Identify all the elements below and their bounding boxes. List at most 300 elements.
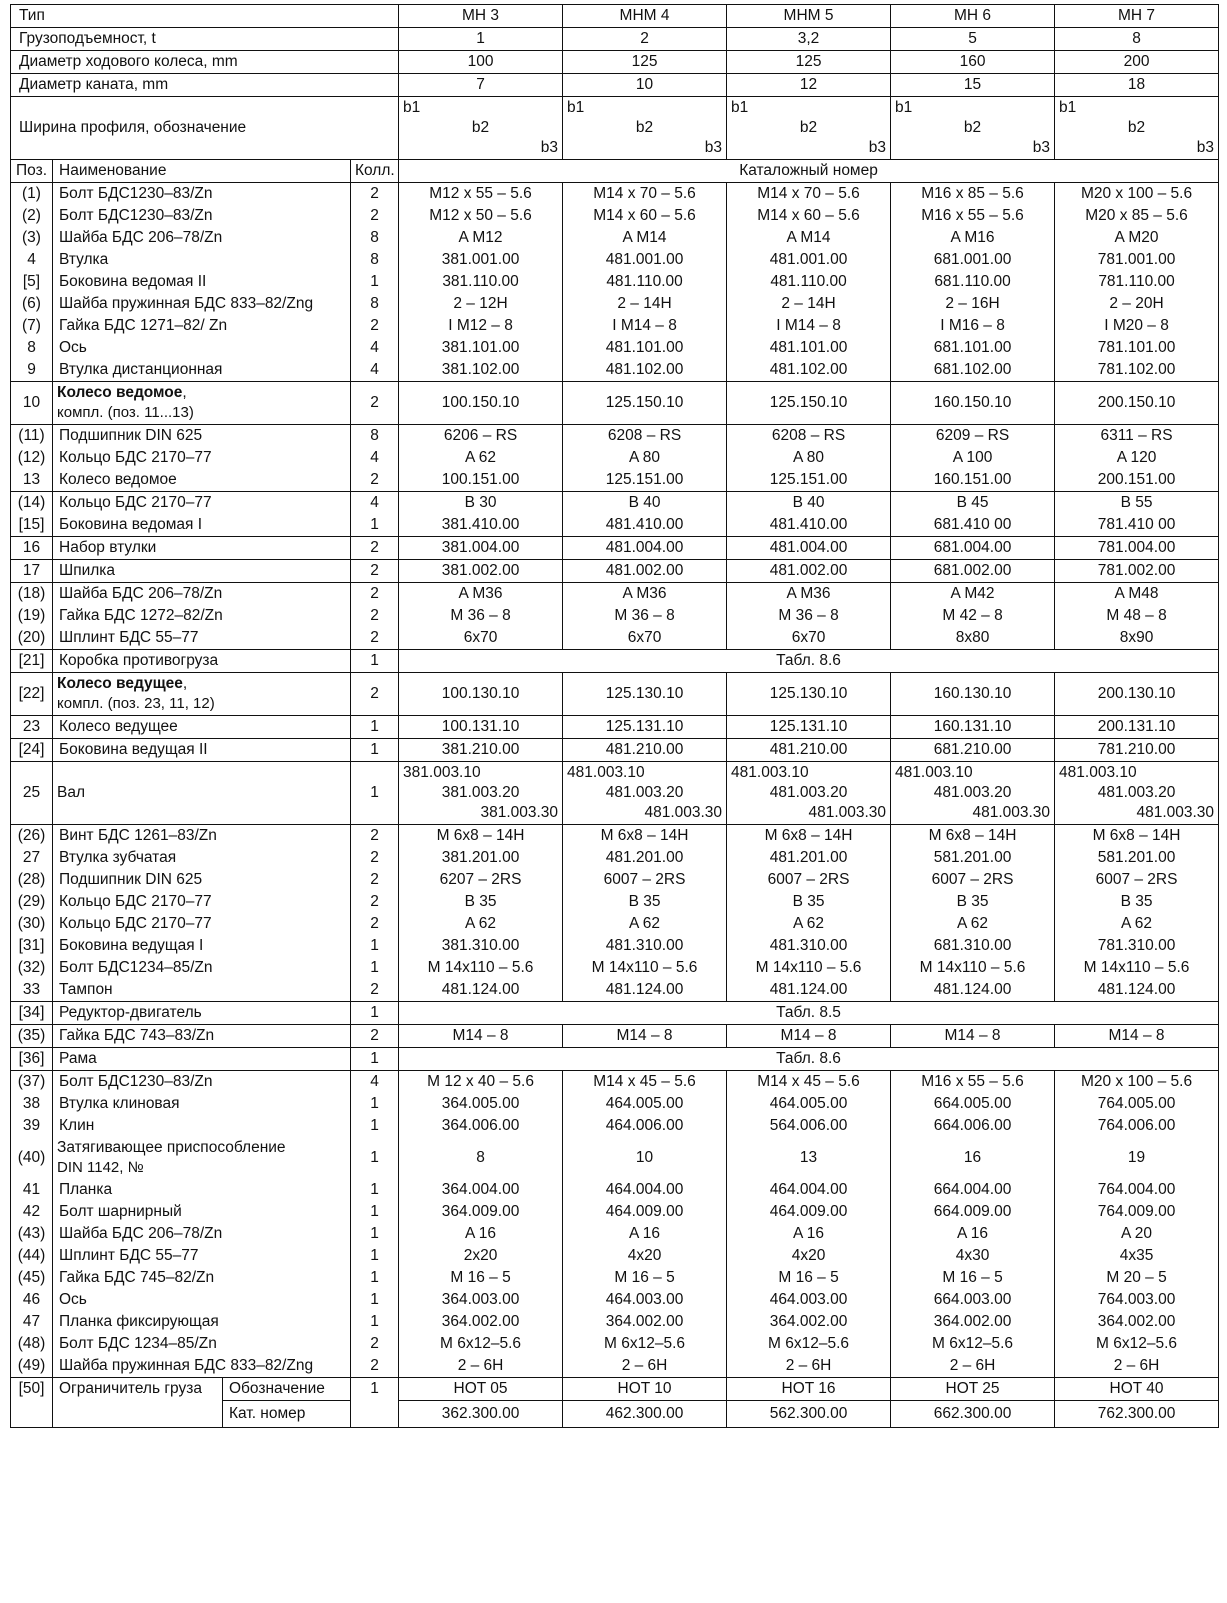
name-cell [53,359,351,382]
name-cell [53,1201,351,1223]
pos-cell: 27 [11,847,53,869]
name-main: Колесо ведущее [59,718,178,735]
table-row [11,359,1219,382]
catalog-cell: 764.005.00 [1055,1093,1219,1115]
qty-cell: 1 [351,1311,399,1333]
catalog-cell: 125.151.00 [727,469,891,492]
profile-width-row [11,97,1219,160]
catalog-cell: 381.210.00 [399,739,563,762]
qty-cell: 1 [351,514,399,537]
catalog-cell: M14 – 8 [399,1025,563,1048]
name-cell [53,293,351,315]
table-row [11,627,1219,650]
catalog-variant: 481.003.20 [1097,784,1176,801]
type-cell: МН 3 [399,5,563,28]
catalog-cell: 681.004.00 [891,537,1055,560]
catalog-cell: A M14 [563,227,727,249]
catalog-cell: 125.130.10 [563,673,727,716]
catalog-cell: 481.001.00 [563,249,727,271]
pos-cell: 9 [11,359,53,382]
catalog-cell: 781.002.00 [1055,560,1219,583]
qty-cell: 1 [351,1115,399,1137]
table-row [11,979,1219,1002]
name-main: Кольцо БДС 2170–77 [59,494,212,511]
catalog-variant: 481.003.10 [1059,764,1137,781]
name-main: Шайба БДС 206–78/Zn [59,229,223,246]
name-main: Гайка БДС 1272–82/Zn [59,607,223,624]
profile-b1: b1 [731,99,749,116]
catalog-cell: I M14 – 8 [563,315,727,337]
name-cell [53,514,351,537]
catalog-cell: 125.131.10 [727,716,891,739]
qty-column-header: Колл. [351,160,399,183]
pos-cell: (28) [11,869,53,891]
pos-cell: 33 [11,979,53,1002]
catalog-cell: M 6x8 – 14H [891,825,1055,848]
qty-cell: 1 [351,716,399,739]
catalog-variant: 481.003.10 [567,764,645,781]
table-row [11,825,1219,848]
pos-cell: (44) [11,1245,53,1267]
catalog-cell: 481.201.00 [563,847,727,869]
catalog-cell: M 14x110 – 5.6 [727,957,891,979]
catalog-cell: A 16 [727,1223,891,1245]
table-row [11,293,1219,315]
name-cell [53,673,351,716]
catalog-cell: 4x20 [563,1245,727,1267]
table-row [11,583,1219,606]
catalog-cell: A 20 [1055,1223,1219,1245]
name-cell [53,1355,351,1378]
catalog-cell [563,762,727,825]
rope-diameter-cell: 7 [399,74,563,97]
table-row [11,205,1219,227]
name-main: Болт БДС1234–85/Zn [59,959,213,976]
name-main: Коробка противогруза [59,652,219,669]
catalog-cell: HOT 05 [399,1378,563,1401]
capacity-cell: 2 [563,28,727,51]
catalog-cell: I M20 – 8 [1055,315,1219,337]
catalog-variant: 381.003.20 [441,784,520,801]
name-cell [53,913,351,935]
type-row [11,5,1219,28]
catalog-cell: A M20 [1055,227,1219,249]
table-row [11,913,1219,935]
catalog-cell: B 55 [1055,492,1219,515]
catalog-cell: 2 – 20H [1055,293,1219,315]
catalog-cell: 464.009.00 [563,1201,727,1223]
name-main: Подшипник DIN 625 [59,427,203,444]
profile-width-cell [891,97,1055,160]
catalog-cell: 764.004.00 [1055,1179,1219,1201]
name-main: Шайба БДС 206–78/Zn [59,1225,223,1242]
catalog-cell: I M14 – 8 [727,315,891,337]
catalog-cell: 481.101.00 [727,337,891,359]
name-cell [53,1179,351,1201]
qty-cell: 2 [351,825,399,848]
catalog-cell: 664.004.00 [891,1179,1055,1201]
sub-label-catalog-number: Кат. номер [223,1401,351,1428]
name-cell: Ограничитель груза [53,1378,223,1428]
profile-b2: b2 [1127,119,1146,136]
catalog-cell: 6007 – 2RS [1055,869,1219,891]
catalog-cell: A 120 [1055,447,1219,469]
name-main: Гайка БДС 1271–82/ Zn [59,317,228,334]
name-main: Клин [59,1117,95,1134]
column-header-row [11,160,1219,183]
catalog-cell: M12 x 50 – 5.6 [399,205,563,227]
catalog-cell: 481.310.00 [563,935,727,957]
qty-cell: 2 [351,583,399,606]
name-cell [53,716,351,739]
table-row [11,1115,1219,1137]
catalog-cell: M12 x 55 – 5.6 [399,183,563,206]
capacity-row [11,28,1219,51]
qty-cell: 2 [351,673,399,716]
name-main: Болт шарнирный [59,1203,182,1220]
name-main: Гайка БДС 743–83/Zn [59,1027,215,1044]
catalog-cell: 664.006.00 [891,1115,1055,1137]
name-cell [53,1267,351,1289]
table-row [11,605,1219,627]
catalog-cell: 364.005.00 [399,1093,563,1115]
table-row [11,537,1219,560]
name-cell [53,1245,351,1267]
catalog-cell: 381.102.00 [399,359,563,382]
profile-width-label: Ширина профиля, обозначение [11,97,399,160]
qty-cell: 4 [351,492,399,515]
name-cell [53,650,351,673]
catalog-cell: 16 [891,1137,1055,1179]
catalog-cell: 2x20 [399,1245,563,1267]
name-cell [53,1223,351,1245]
name-cell [53,891,351,913]
catalog-cell: 464.006.00 [563,1115,727,1137]
profile-b3: b3 [868,139,887,156]
catalog-cell: 464.004.00 [727,1179,891,1201]
catalog-cell: 764.003.00 [1055,1289,1219,1311]
table-row [11,869,1219,891]
catalog-cell: 364.003.00 [399,1289,563,1311]
catalog-cell: M 14x110 – 5.6 [891,957,1055,979]
qty-cell: 1 [351,935,399,957]
parts-table [10,4,1219,1428]
name-line [57,1138,346,1158]
qty-cell: 8 [351,293,399,315]
table-row [11,183,1219,206]
name-main: Планка [59,1181,113,1198]
pos-cell: 47 [11,1311,53,1333]
name-main: Втулка [59,251,109,268]
pos-cell: (48) [11,1333,53,1355]
catalog-cell: M 48 – 8 [1055,605,1219,627]
catalog-column-header: Каталожный номер [399,160,1219,183]
name-sub: компл. (поз. 23, 11, 12) [57,695,215,712]
catalog-cell: 6007 – 2RS [727,869,891,891]
name-cell [53,447,351,469]
wheel-diameter-row [11,51,1219,74]
name-sub: компл. (поз. 11...13) [57,404,194,421]
table-row [11,425,1219,448]
capacity-label: Грузоподъемност, t [11,28,399,51]
name-main: Планка фиксирующая [59,1313,219,1330]
catalog-cell: 381.004.00 [399,537,563,560]
name-cell [53,271,351,293]
catalog-cell: 381.002.00 [399,560,563,583]
name-cell [53,315,351,337]
catalog-cell: 464.005.00 [727,1093,891,1115]
pos-cell: [36] [11,1048,53,1071]
catalog-cell: 8x80 [891,627,1055,650]
catalog-cell: M16 x 85 – 5.6 [891,183,1055,206]
catalog-cell: M14 x 70 – 5.6 [727,183,891,206]
catalog-cell: 481.124.00 [563,979,727,1002]
name-main: Подшипник DIN 625 [59,871,203,888]
pos-cell: (29) [11,891,53,913]
rope-diameter-row [11,74,1219,97]
catalog-cell: M 14x110 – 5.6 [399,957,563,979]
table-row [11,1071,1219,1094]
catalog-cell: M 6x12–5.6 [1055,1333,1219,1355]
catalog-cell: 364.002.00 [399,1311,563,1333]
table-row [11,1002,1219,1025]
table-row [11,1311,1219,1333]
qty-cell: 2 [351,205,399,227]
catalog-cell: 681.110.00 [891,271,1055,293]
profile-b1: b1 [403,99,421,116]
catalog-cell: 781.110.00 [1055,271,1219,293]
pos-cell: [34] [11,1002,53,1025]
catalog-cell: 462.300.00 [563,1401,727,1428]
wheel-diameter-label: Диаметр ходового колеса, mm [11,51,399,74]
name-cell [53,537,351,560]
capacity-cell: 1 [399,28,563,51]
catalog-cell: 125.151.00 [563,469,727,492]
catalog-cell: 481.002.00 [563,560,727,583]
catalog-cell: 19 [1055,1137,1219,1179]
name-cell [53,762,351,825]
name-main: Кольцо БДС 2170–77 [59,449,212,466]
name-main: Затягивающее приспособление [57,1139,286,1156]
table-row [11,1245,1219,1267]
name-main: Болт БДС 1234–85/Zn [59,1335,217,1352]
catalog-cell: M 16 – 5 [891,1267,1055,1289]
type-label: Тип [11,5,399,28]
table-row [11,1355,1219,1378]
name-cell [53,583,351,606]
table-row [11,739,1219,762]
name-cell [53,957,351,979]
wheel-diameter-cell: 125 [563,51,727,74]
pos-cell: (6) [11,293,53,315]
catalog-cell: A 62 [399,913,563,935]
catalog-cell: B 35 [1055,891,1219,913]
catalog-cell: 481.201.00 [727,847,891,869]
catalog-cell: A 80 [727,447,891,469]
name-main: Редуктор-двигатель [59,1004,202,1021]
name-main: Болт БДС1230–83/Zn [59,185,213,202]
qty-cell: 2 [351,1355,399,1378]
table-row [11,227,1219,249]
catalog-cell: M 14x110 – 5.6 [1055,957,1219,979]
table-row [11,847,1219,869]
pos-cell: (30) [11,913,53,935]
pos-cell: (49) [11,1355,53,1378]
catalog-cell: 2 – 14H [563,293,727,315]
catalog-cell: M20 x 100 – 5.6 [1055,183,1219,206]
catalog-cell: A 16 [399,1223,563,1245]
catalog-cell: 781.410 00 [1055,514,1219,537]
catalog-cell: 662.300.00 [891,1401,1055,1428]
catalog-cell: 362.300.00 [399,1401,563,1428]
catalog-cell: A M14 [727,227,891,249]
table-row [11,1048,1219,1071]
profile-b2: b2 [471,119,490,136]
table-row [11,1201,1219,1223]
catalog-cell: 160.131.10 [891,716,1055,739]
pos-cell: [22] [11,673,53,716]
catalog-cell: A M42 [891,583,1055,606]
name-cell [53,425,351,448]
catalog-cell: 2 – 6H [563,1355,727,1378]
name-cell [53,739,351,762]
qty-cell: 8 [351,227,399,249]
catalog-cell: 125.150.10 [563,382,727,425]
catalog-cell: A M36 [727,583,891,606]
name-main: Ось [59,339,87,356]
qty-cell: 1 [351,1245,399,1267]
catalog-cell: 364.004.00 [399,1179,563,1201]
capacity-cell: 5 [891,28,1055,51]
qty-cell: 2 [351,627,399,650]
catalog-cell: 381.110.00 [399,271,563,293]
name-cell [53,183,351,206]
catalog-cell: B 35 [399,891,563,913]
table-row [11,1223,1219,1245]
name-main: Тампон [59,981,113,998]
catalog-cell [727,762,891,825]
catalog-cell: 2 – 16H [891,293,1055,315]
table-row [11,514,1219,537]
catalog-cell: 781.102.00 [1055,359,1219,382]
catalog-cell: HOT 40 [1055,1378,1219,1401]
name-main: Колесо ведущее [57,675,183,692]
catalog-cell: 681.001.00 [891,249,1055,271]
catalog-cell: 781.310.00 [1055,935,1219,957]
wheel-diameter-cell: 100 [399,51,563,74]
catalog-cell: B 40 [727,492,891,515]
catalog-cell: 6208 – RS [563,425,727,448]
catalog-cell: M 14x110 – 5.6 [563,957,727,979]
catalog-cell: M14 – 8 [563,1025,727,1048]
catalog-cell: 481.102.00 [727,359,891,382]
pos-cell: (43) [11,1223,53,1245]
catalog-cell: 6209 – RS [891,425,1055,448]
pos-cell: 16 [11,537,53,560]
name-cell [53,1025,351,1048]
qty-cell: 8 [351,249,399,271]
name-cell [53,382,351,425]
catalog-cell: 364.006.00 [399,1115,563,1137]
qty-cell: 1 [351,1201,399,1223]
wheel-diameter-cell: 125 [727,51,891,74]
profile-b2: b2 [635,119,654,136]
name-suffix: , [182,675,188,692]
name-main: Болт БДС1230–83/Zn [59,1073,213,1090]
catalog-cell: M14 x 45 – 5.6 [727,1071,891,1094]
catalog-cell: 481.102.00 [563,359,727,382]
name-cell [53,1048,351,1071]
catalog-cell: M 16 – 5 [563,1267,727,1289]
pos-cell: 46 [11,1289,53,1311]
name-cell [53,935,351,957]
catalog-cell: 8x90 [1055,627,1219,650]
catalog-cell: A M16 [891,227,1055,249]
table-row [11,1267,1219,1289]
catalog-cell: 481.210.00 [563,739,727,762]
table-row [11,271,1219,293]
name-cell [53,492,351,515]
catalog-cell: 664.009.00 [891,1201,1055,1223]
qty-cell: 4 [351,1071,399,1094]
name-main: Колесо ведомое [57,384,183,401]
table-row [11,935,1219,957]
catalog-cell: 381.101.00 [399,337,563,359]
catalog-cell: 481.210.00 [727,739,891,762]
catalog-cell: 481.110.00 [563,271,727,293]
catalog-cell: 100.150.10 [399,382,563,425]
table-row [11,1179,1219,1201]
catalog-cell: 481.124.00 [1055,979,1219,1002]
catalog-cell: 481.410.00 [727,514,891,537]
name-main: Втулка клиновая [59,1095,180,1112]
catalog-cell: 160.130.10 [891,673,1055,716]
catalog-cell [891,762,1055,825]
qty-cell: 2 [351,1333,399,1355]
profile-b1: b1 [1059,99,1077,116]
name-main: Кольцо БДС 2170–77 [59,893,212,910]
catalog-cell: A 80 [563,447,727,469]
profile-b3: b3 [1032,139,1051,156]
table-row [11,891,1219,913]
catalog-variant: 481.003.30 [644,804,723,821]
name-cell [53,1071,351,1094]
table-row [11,716,1219,739]
catalog-cell: 481.004.00 [563,537,727,560]
qty-cell: 4 [351,359,399,382]
catalog-cell: M 6x12–5.6 [563,1333,727,1355]
profile-width-cell [727,97,891,160]
catalog-cell: 481.002.00 [727,560,891,583]
name-cell [53,1093,351,1115]
catalog-cell: A 16 [891,1223,1055,1245]
qty-cell: 2 [351,605,399,627]
pos-cell: 41 [11,1179,53,1201]
pos-cell: (14) [11,492,53,515]
name-main: Рама [59,1050,97,1067]
catalog-variant: 481.003.20 [769,784,848,801]
catalog-cell: 481.001.00 [727,249,891,271]
name-cell [53,1333,351,1355]
qty-cell: 1 [351,1267,399,1289]
pos-cell: [50] [11,1378,53,1428]
pos-cell: (3) [11,227,53,249]
catalog-cell: 4x35 [1055,1245,1219,1267]
catalog-cell: 6x70 [727,627,891,650]
pos-cell: 17 [11,560,53,583]
catalog-cell: M 6x12–5.6 [891,1333,1055,1355]
catalog-variant: 381.003.10 [403,764,481,781]
